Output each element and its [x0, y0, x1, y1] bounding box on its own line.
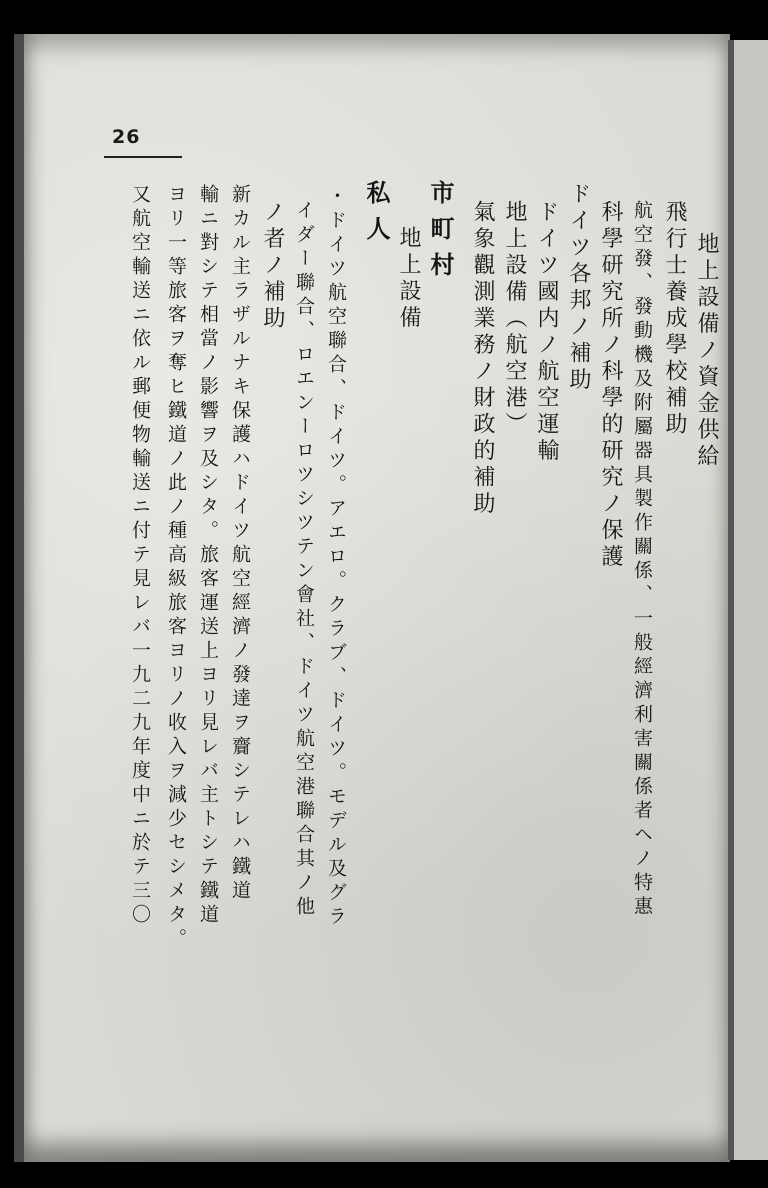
text-column-13: イダー聯合、ロエンーロツシツテン會社、ドイツ航空港聯合其ノ他	[293, 200, 315, 920]
text-column-14: ノ者ノ補助	[260, 200, 285, 333]
text-column-9: 市町村	[426, 180, 455, 288]
text-column-2: 飛行士養成學校補助	[662, 200, 687, 439]
text-column-5: ドイツ各邦ノ補助	[566, 182, 591, 394]
text-column-1: 地上設備ノ資金供給	[694, 232, 719, 471]
text-column-4: 科學研究所ノ科學的研究ノ保護	[598, 200, 623, 571]
text-column-17: ヨリ一等旅客ヲ奪ヒ鐵道ノ此ノ種高級旅客ヨリノ收入ヲ減少セシメタ。	[165, 184, 187, 952]
adjacent-page-edge	[728, 40, 768, 1160]
text-column-6: ドイツ國内ノ航空運輸	[534, 200, 559, 465]
text-column-3: 航空發、發動機及附屬器具製作關係、一般經濟利害關係者ヘノ特惠	[631, 200, 653, 920]
page-number-rule	[104, 156, 182, 158]
page-number: 26	[112, 126, 141, 148]
text-column-8: 氣象觀測業務ノ財政的補助	[470, 200, 495, 518]
text-column-11: 私人	[362, 180, 391, 252]
book-page	[14, 34, 730, 1162]
text-column-10: 地上設備	[396, 226, 421, 332]
text-column-7: 地上設備（航空港）	[502, 200, 527, 439]
text-column-12: ・ドイツ航空聯合、ドイツ。アエロ。クラブ、ドイツ。モデル及グラ	[325, 186, 347, 930]
text-column-16: 輸ニ對シテ相當ノ影響ヲ及シタ。旅客運送上ヨリ見レバ主トシテ鐵道	[197, 184, 219, 928]
text-column-18: 又航空輸送ニ依ル郵便物輸送ニ付テ見レバ一九二九年度中ニ於テ三〇	[129, 184, 151, 928]
text-column-15: 新カル主ラザルナキ保護ハドイツ航空經濟ノ發達ヲ齎シテレハ鐵道	[229, 184, 251, 904]
